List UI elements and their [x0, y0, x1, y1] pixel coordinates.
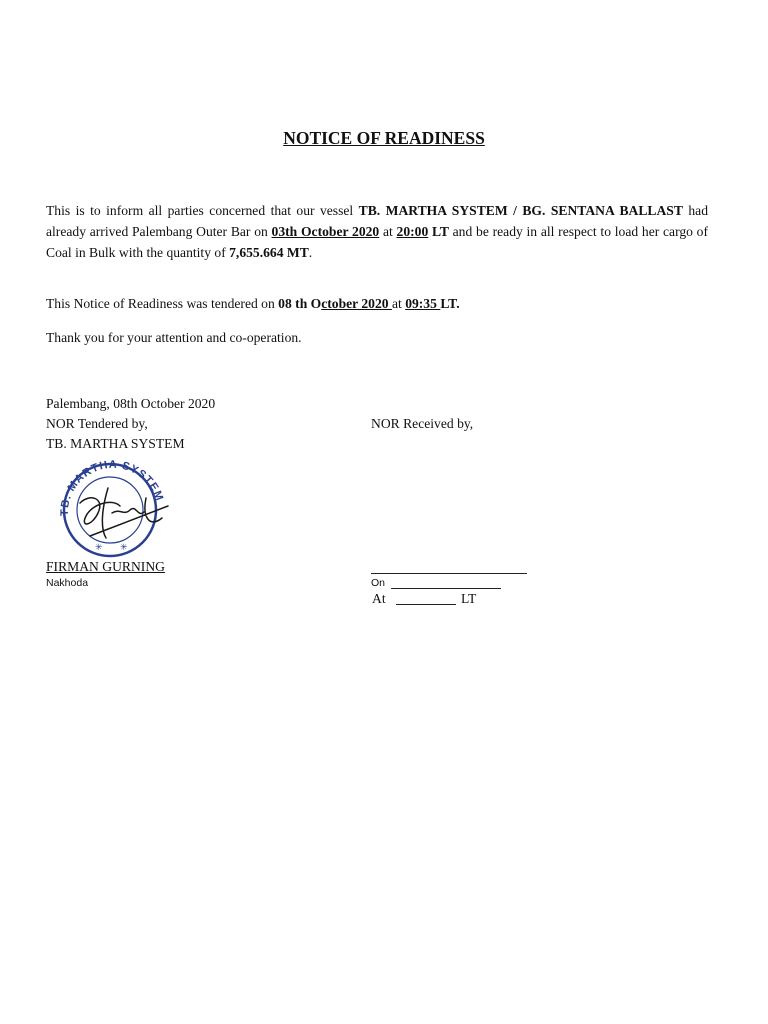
at-time-line: [396, 604, 456, 605]
at-label: At: [372, 591, 386, 606]
tendered-time: 09:35: [405, 296, 441, 311]
on-label: On: [371, 577, 386, 589]
stamp-text: TB. MARTHA SYSTEM: [58, 458, 166, 517]
p1-text-4: and be ready in all respect to load her cargo of Coal in Bulk with the quantity of: [46, 224, 709, 260]
p1-text-5: .: [308, 245, 313, 260]
p1-text-3: at: [379, 224, 397, 239]
cargo-quantity: 7,655.664 MT: [229, 245, 309, 260]
tendered-lt: LT.: [440, 296, 460, 311]
stamp-star-left: ✳: [95, 542, 103, 552]
thanks-paragraph: Thank you for your attention and co-operation.: [46, 330, 302, 345]
document-title: NOTICE OF READINESS: [283, 128, 485, 148]
captain-position: Nakhoda: [46, 577, 89, 589]
lt-label: LT: [461, 591, 477, 606]
arrival-date: 03th October 2020: [271, 224, 380, 239]
place-date: Palembang, 08th October 2020: [46, 396, 216, 411]
arrival-lt: LT: [428, 224, 449, 239]
on-date-line: [391, 588, 501, 589]
stamp-star-right: ✳: [120, 542, 128, 552]
tendered-paragraph: [46, 293, 708, 314]
company-name: TB. MARTHA SYSTEM: [46, 436, 185, 451]
p2-text-2: at: [391, 296, 406, 311]
received-by-label: NOR Received by,: [371, 416, 474, 431]
p1-text-2: had already arrived Palembang Outer Bar on: [46, 203, 709, 239]
p2-text-1: This Notice of Readiness was tendered on: [46, 296, 279, 311]
receiver-signature-line: [371, 573, 527, 574]
captain-name: FIRMAN GURNING: [46, 559, 165, 574]
vessel-name: TB. MARTHA SYSTEM / BG. SENTANA BALLAST: [358, 203, 683, 218]
tendered-by-label: NOR Tendered by,: [46, 416, 148, 431]
arrival-time: 20:00: [396, 224, 429, 239]
p1-text-1: This is to inform all parties concerned that our vessel: [46, 203, 359, 218]
tendered-date-b: ctober 2020: [321, 296, 392, 311]
arrival-paragraph: [46, 200, 708, 263]
company-stamp: [50, 458, 180, 558]
tendered-date-a: 08 th O: [278, 296, 322, 311]
